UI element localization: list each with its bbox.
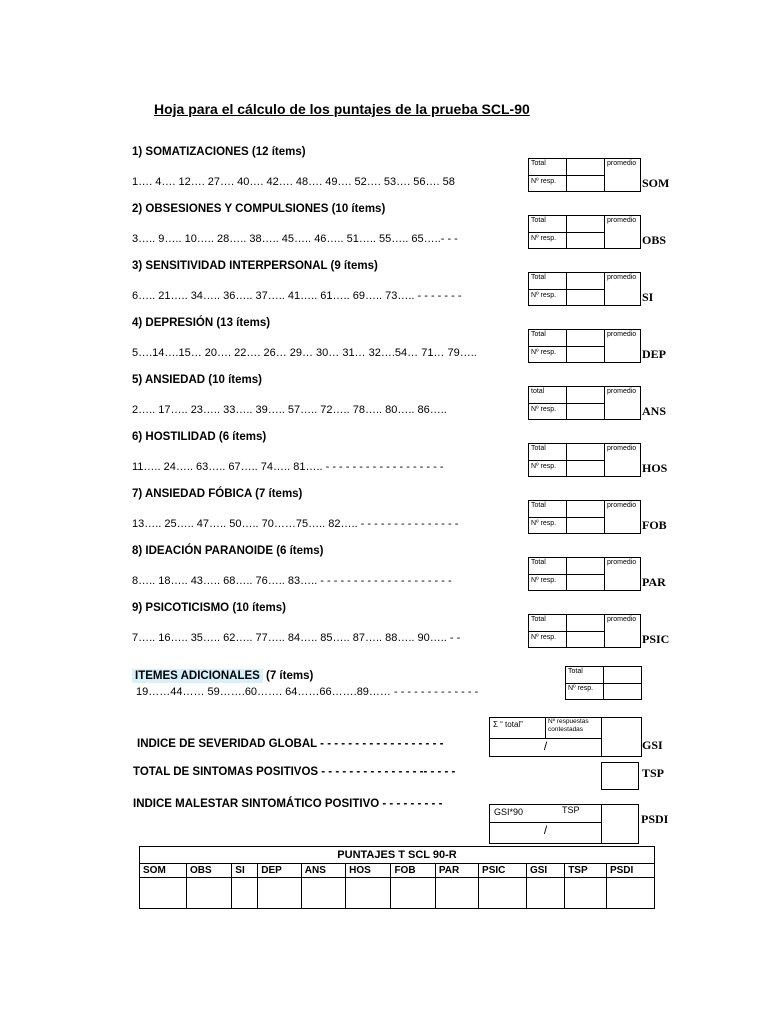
score-header-si: SI bbox=[232, 864, 258, 878]
section-code: SOM bbox=[642, 176, 670, 190]
section-title: 5) ANSIEDAD (10 ítems) bbox=[132, 374, 262, 386]
promedio-cell: promedio bbox=[607, 559, 637, 566]
nresp-cell: Nº resp. bbox=[529, 233, 567, 248]
section-code: HOS bbox=[642, 461, 668, 475]
promedio-cell: promedio bbox=[607, 274, 637, 281]
promedio-cell: promedio bbox=[607, 217, 637, 224]
total-cell: Total bbox=[529, 273, 567, 290]
section-score-box[interactable] bbox=[528, 386, 641, 420]
section-score-box[interactable] bbox=[528, 215, 641, 249]
section-code: FOB bbox=[642, 518, 667, 532]
score-cell-ans[interactable] bbox=[301, 878, 345, 909]
nresp-value-cell[interactable] bbox=[567, 632, 605, 647]
section-score-box[interactable] bbox=[528, 158, 641, 192]
page-title: Hoja para el cálculo de los puntajes de la prueba SCL-90 bbox=[154, 101, 530, 117]
section-title: 6) HOSTILIDAD (6 ítems) bbox=[132, 431, 267, 443]
score-cell-par[interactable] bbox=[435, 878, 478, 909]
sum-total-label: Σ “ total” bbox=[490, 718, 546, 738]
total-cell: Total bbox=[529, 216, 567, 233]
section-score-box[interactable] bbox=[528, 329, 641, 363]
nresp-value-cell[interactable] bbox=[567, 290, 605, 305]
section-items: 1…. 4…. 12…. 27…. 40…. 42…. 48…. 49…. 52…. 53…. 56…. 58 bbox=[132, 176, 455, 188]
adicionales-nresp-cell: Nº resp. bbox=[566, 684, 604, 699]
psdi-slash: / bbox=[490, 823, 602, 843]
adicionales-heading bbox=[132, 670, 313, 682]
psdi-label: INDICE MALESTAR SINTOMÁTICO POSITIVO - - - - - - - - - bbox=[133, 798, 443, 810]
total-cell: Total bbox=[529, 558, 567, 575]
section-code: ANS bbox=[642, 404, 667, 418]
score-cell-som[interactable] bbox=[140, 878, 187, 909]
section-title: 4) DEPRESIÓN (13 ítems) bbox=[132, 317, 271, 329]
adicionales-count: (7 ítems) bbox=[266, 670, 314, 682]
nresp-cell: Nº resp. bbox=[529, 404, 567, 419]
section-items: 8….. 18….. 43….. 68….. 76….. 83….. - - - - - - - - - - - - - - - - - - - - bbox=[132, 575, 452, 587]
score-header-psic: PSIC bbox=[479, 864, 527, 878]
psdi-code: PSDI bbox=[641, 812, 669, 826]
section-score-box[interactable] bbox=[528, 614, 641, 648]
total-value-cell[interactable] bbox=[567, 444, 605, 461]
tsp-code: TSP bbox=[642, 766, 665, 780]
nresp-value-cell[interactable] bbox=[567, 176, 605, 191]
total-value-cell[interactable] bbox=[567, 615, 605, 632]
promedio-cell: promedio bbox=[607, 445, 637, 452]
nresp-cell: Nº resp. bbox=[529, 461, 567, 476]
score-cell-gsi[interactable] bbox=[526, 878, 564, 909]
promedio-cell: promedio bbox=[607, 388, 637, 395]
nresp-value-cell[interactable] bbox=[567, 347, 605, 362]
nresp-cell: Nº resp. bbox=[529, 290, 567, 305]
total-value-cell[interactable] bbox=[567, 159, 605, 176]
adicionales-title: ITEMES ADICIONALES bbox=[132, 669, 263, 683]
score-header-dep: DEP bbox=[258, 864, 302, 878]
score-header-obs: OBS bbox=[187, 864, 232, 878]
section-title: 3) SENSITIVIDAD INTERPERSONAL (9 ítems) bbox=[132, 260, 378, 272]
total-cell: Total bbox=[529, 444, 567, 461]
score-cell-hos[interactable] bbox=[346, 878, 391, 909]
total-cell: total bbox=[529, 387, 567, 404]
section-code: PSIC bbox=[642, 632, 670, 646]
nresp-cell: Nº resp. bbox=[529, 176, 567, 191]
gsi-slash: / bbox=[490, 738, 602, 756]
tsp-small-label: TSP bbox=[562, 805, 580, 815]
nresp-value-cell[interactable] bbox=[567, 404, 605, 419]
section-title: 1) SOMATIZACIONES (12 ítems) bbox=[132, 146, 306, 158]
gsi-label: INDICE DE SEVERIDAD GLOBAL - - - - - - - - - - - - - - - - - - bbox=[137, 738, 444, 750]
nresp-value-cell[interactable] bbox=[567, 518, 605, 533]
score-header-fob: FOB bbox=[391, 864, 435, 878]
total-cell: Total bbox=[529, 159, 567, 176]
score-cell-fob[interactable] bbox=[391, 878, 435, 909]
total-value-cell[interactable] bbox=[567, 387, 605, 404]
promedio-cell: promedio bbox=[607, 160, 637, 167]
adicionales-items: 19……44…… 59…….60……. 64……66…….89…… - - - - - - - - - - - - - bbox=[136, 686, 479, 698]
total-value-cell[interactable] bbox=[567, 558, 605, 575]
section-items: 3….. 9….. 10….. 28….. 38….. 45….. 46….. 51….. 55….. 65…..- - - bbox=[132, 233, 458, 245]
score-header-par: PAR bbox=[435, 864, 478, 878]
total-value-cell[interactable] bbox=[567, 330, 605, 347]
score-cell-si[interactable] bbox=[232, 878, 258, 909]
score-cell-psic[interactable] bbox=[479, 878, 527, 909]
scores-table-caption: PUNTAJES T SCL 90-R bbox=[140, 847, 655, 864]
promedio-cell: promedio bbox=[607, 616, 637, 623]
section-items: 11….. 24….. 63….. 67….. 74….. 81….. - - - - - - - - - - - - - - - - - - bbox=[132, 461, 444, 473]
scores-table bbox=[139, 846, 655, 909]
gsi-code: GSI bbox=[642, 738, 663, 752]
section-code: SI bbox=[642, 290, 654, 304]
total-value-cell[interactable] bbox=[567, 273, 605, 290]
section-score-box[interactable] bbox=[528, 500, 641, 534]
total-value-cell[interactable] bbox=[567, 216, 605, 233]
psdi-top-row bbox=[490, 805, 602, 823]
section-code: DEP bbox=[642, 347, 666, 361]
scores-value-row bbox=[140, 878, 655, 909]
total-cell: Total bbox=[529, 501, 567, 518]
score-header-gsi: GSI bbox=[526, 864, 564, 878]
total-cell: Total bbox=[529, 615, 567, 632]
score-header-som: SOM bbox=[140, 864, 187, 878]
gsi90-label: GSI*90 bbox=[494, 807, 524, 817]
tsp-label: TOTAL DE SINTOMAS POSITIVOS - - - - - - - - - - - - - - -- - - - - bbox=[133, 766, 456, 778]
section-items: 7….. 16….. 35….. 62….. 77….. 84….. 85….. 87….. 88….. 90….. - - bbox=[132, 632, 461, 644]
section-title: 7) ANSIEDAD FÓBICA (7 ítems) bbox=[132, 488, 303, 500]
score-cell-obs[interactable] bbox=[187, 878, 232, 909]
promedio-cell: promedio bbox=[607, 331, 637, 338]
promedio-cell: promedio bbox=[607, 502, 637, 509]
nresp-cell: Nº resp. bbox=[529, 518, 567, 533]
section-title: 9) PSICOTICISMO (10 ítems) bbox=[132, 602, 287, 614]
scores-header-row bbox=[140, 864, 655, 878]
nresp-contestadas-label: Nº respuestas contestadas bbox=[546, 718, 602, 738]
section-code: PAR bbox=[642, 575, 666, 589]
nresp-value-cell[interactable] bbox=[567, 575, 605, 590]
adicionales-total-value[interactable] bbox=[604, 667, 641, 684]
nresp-value-cell[interactable] bbox=[567, 233, 605, 248]
score-header-tsp: TSP bbox=[565, 864, 607, 878]
score-cell-dep[interactable] bbox=[258, 878, 302, 909]
section-score-box[interactable] bbox=[528, 557, 641, 591]
score-header-hos: HOS bbox=[346, 864, 391, 878]
section-items: 13….. 25….. 47….. 50….. 70……75….. 82….. - - - - - - - - - - - - - - - bbox=[132, 518, 459, 530]
total-value-cell[interactable] bbox=[567, 501, 605, 518]
section-items: 6….. 21….. 34….. 36….. 37….. 41….. 61….. 69….. 73….. - - - - - - - bbox=[132, 290, 462, 302]
section-items: 5….14….15… 20…. 22…. 26… 29… 30… 31… 32….54… 71… 79….. bbox=[132, 347, 477, 359]
score-cell-tsp[interactable] bbox=[565, 878, 607, 909]
section-title: 8) IDEACIÓN PARANOIDE (6 ítems) bbox=[132, 545, 324, 557]
score-header-psdi: PSDI bbox=[606, 864, 654, 878]
nresp-value-cell[interactable] bbox=[567, 461, 605, 476]
nresp-cell: Nº resp. bbox=[529, 575, 567, 590]
gsi-box[interactable] bbox=[489, 717, 642, 757]
score-header-ans: ANS bbox=[301, 864, 345, 878]
tsp-box[interactable] bbox=[601, 762, 639, 790]
score-cell-psdi[interactable] bbox=[606, 878, 654, 909]
section-items: 2….. 17….. 23….. 33….. 39….. 57….. 72….. 78….. 80….. 86….. bbox=[132, 404, 447, 416]
adicionales-score-box[interactable] bbox=[565, 666, 642, 700]
section-title: 2) OBSESIONES Y COMPULSIONES (10 ítems) bbox=[132, 203, 386, 215]
nresp-cell: Nº resp. bbox=[529, 632, 567, 647]
psdi-box[interactable] bbox=[489, 804, 639, 844]
nresp-cell: Nº resp. bbox=[529, 347, 567, 362]
total-cell: Total bbox=[529, 330, 567, 347]
section-code: OBS bbox=[642, 233, 667, 247]
section-score-box[interactable] bbox=[528, 272, 641, 306]
section-score-box[interactable] bbox=[528, 443, 641, 477]
adicionales-total-cell: Total bbox=[566, 667, 604, 684]
